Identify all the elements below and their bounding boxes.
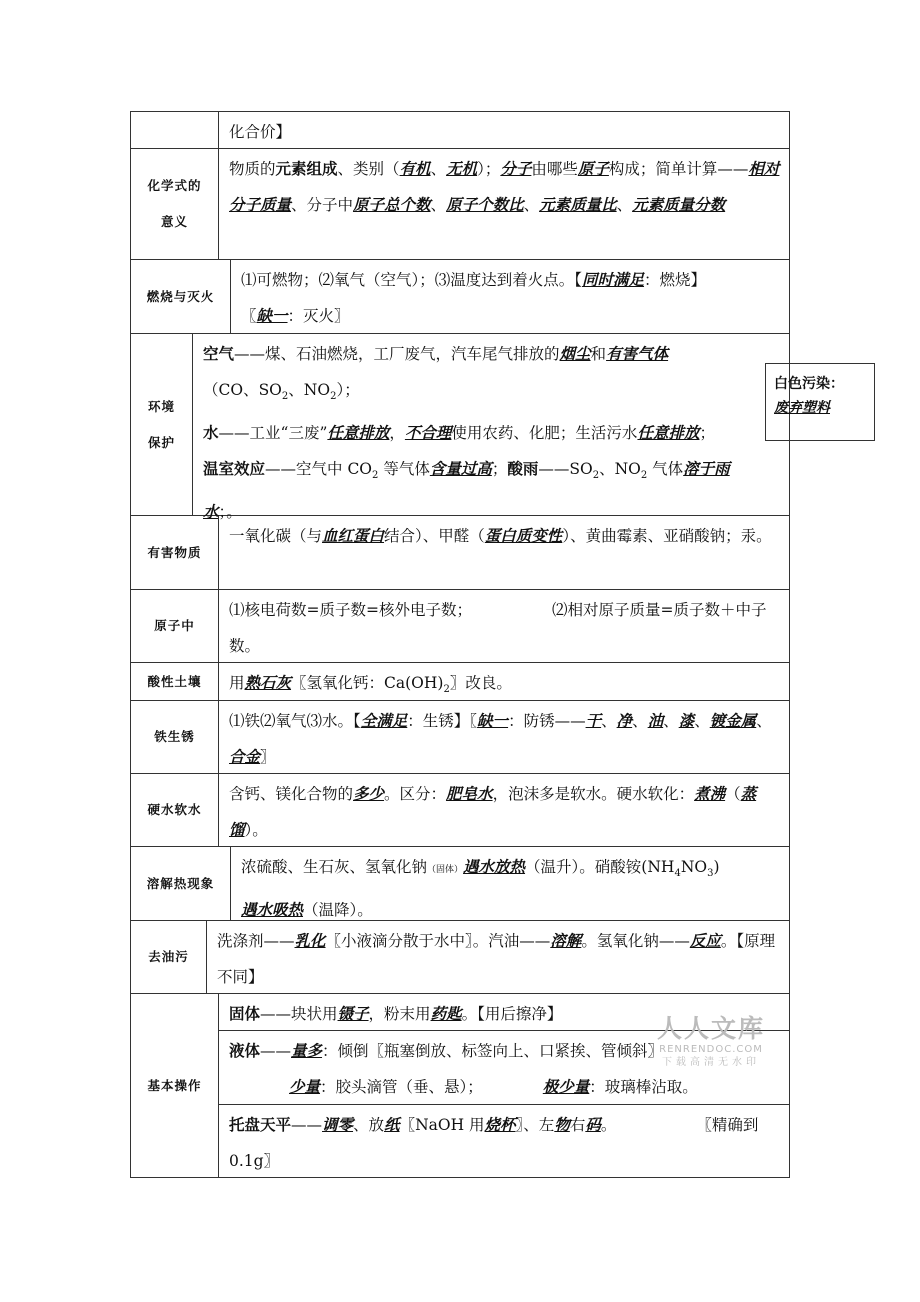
row-content: 化合价】	[229, 123, 292, 141]
row-label: 化学式的意义	[131, 149, 219, 259]
sub-row-balance: 托盘天平——调零、放纸〖NaOH 用烧杯〗、左物右码。 〖精确到 0.1g〗	[229, 1115, 759, 1170]
row-content: 用熟石灰〖氢氧化钙：$Ca(OH)_2$〗改良。	[229, 673, 512, 696]
table-row	[131, 701, 789, 774]
row-label: 酸性土壤	[131, 663, 219, 700]
watermark	[646, 1014, 776, 1070]
row-content: 含钙、镁化合物的多少。区分：肥皂水，泡沫多是软水。硬水软化：煮沸（蒸馏）。	[229, 784, 757, 839]
row-label: 铁生锈	[131, 701, 219, 773]
side-note-title: 白色污染：	[774, 376, 844, 392]
watermark-brand: 人人文库	[656, 1014, 765, 1043]
row-content: 洗涤剂——乳化〖小液滴分散于水中〗。汽油——溶解。氢氧化钠——反应。【原理不同】	[217, 931, 776, 986]
table-row	[131, 847, 789, 921]
row-content: 一氧化碳（与血红蛋白结合）、甲醛（蛋白质变性）、黄曲霉素、亚硝酸钠；汞。	[229, 526, 772, 545]
table-row	[131, 774, 789, 847]
row-content: 浓硫酸、生石灰、氢氧化钠（固体）遇水放热（温升）。硝酸铵$(NH_4NO_3)$ 遇水吸热（温降）。	[241, 857, 720, 920]
row-content: ⑴核电荷数=质子数=核外电子数； ⑵相对原子质量=质子数＋中子数。	[229, 601, 767, 655]
row-content: 空气——煤、石油燃烧，工厂废气，汽车尾气排放的烟尘和有害气体 （CO、$SO_2$、$NO_2$）； 水——工业“三废”任意排放，不合理使用农药、化肥；生活污水任意排放； 温室效应——空气中 $CO_2$ 等气体含量过高；酸雨$——SO_2$、$NO_2$ 气体溶于雨水；。	[203, 344, 730, 522]
row-label: 基本操作	[131, 994, 219, 1177]
side-note-box	[765, 363, 875, 441]
row-content: ⑴可燃物；⑵氧气（空气）；⑶温度达到着火点。【同时满足：燃烧】 〖缺一：灭火〗	[241, 270, 707, 325]
row-content: 物质的元素组成、类别（有机、无机）；分子由哪些原子构成；简单计算——相对分子质量、分子中原子总个数、原子个数比、元素质量比、元素质量分数	[229, 159, 780, 214]
table-row	[131, 334, 789, 522]
table-row	[131, 112, 789, 149]
row-label-empty	[131, 112, 219, 148]
watermark-slogan: 下载高清无水印	[662, 1057, 760, 1068]
row-label: 环境保护	[131, 334, 193, 515]
sub-row-solid: 固体——块状用镊子，粉末用药匙。【用后擦净】	[219, 994, 789, 1031]
table-row	[131, 663, 789, 701]
row-label: 溶解热现象	[131, 847, 231, 920]
table-row	[131, 260, 789, 334]
table-row	[131, 590, 789, 663]
row-label: 原子中	[131, 590, 219, 662]
row-label: 去油污	[131, 921, 207, 993]
row-label: 燃烧与灭火	[131, 260, 231, 333]
table-row	[131, 921, 789, 994]
row-label: 有害物质	[131, 516, 219, 589]
table-row	[131, 516, 789, 590]
row-content: ⑴铁⑵氧气⑶水。【全满足：生锈】〖缺一：防锈——干、净、油、漆、镀金属、合金〗	[229, 711, 772, 766]
side-note-value: 废弃塑料	[774, 400, 830, 416]
sub-row-liquid: 液体——量多：倾倒〖瓶塞倒放、标签向上、口紧挨、管倾斜〗 少量：胶头滴管（垂、悬）； 极少量：玻璃棒沾取。	[219, 1031, 789, 1105]
table-row	[131, 149, 789, 260]
row-label: 硬水软水	[131, 774, 219, 846]
watermark-domain: RENRENDOC.COM	[659, 1044, 763, 1055]
